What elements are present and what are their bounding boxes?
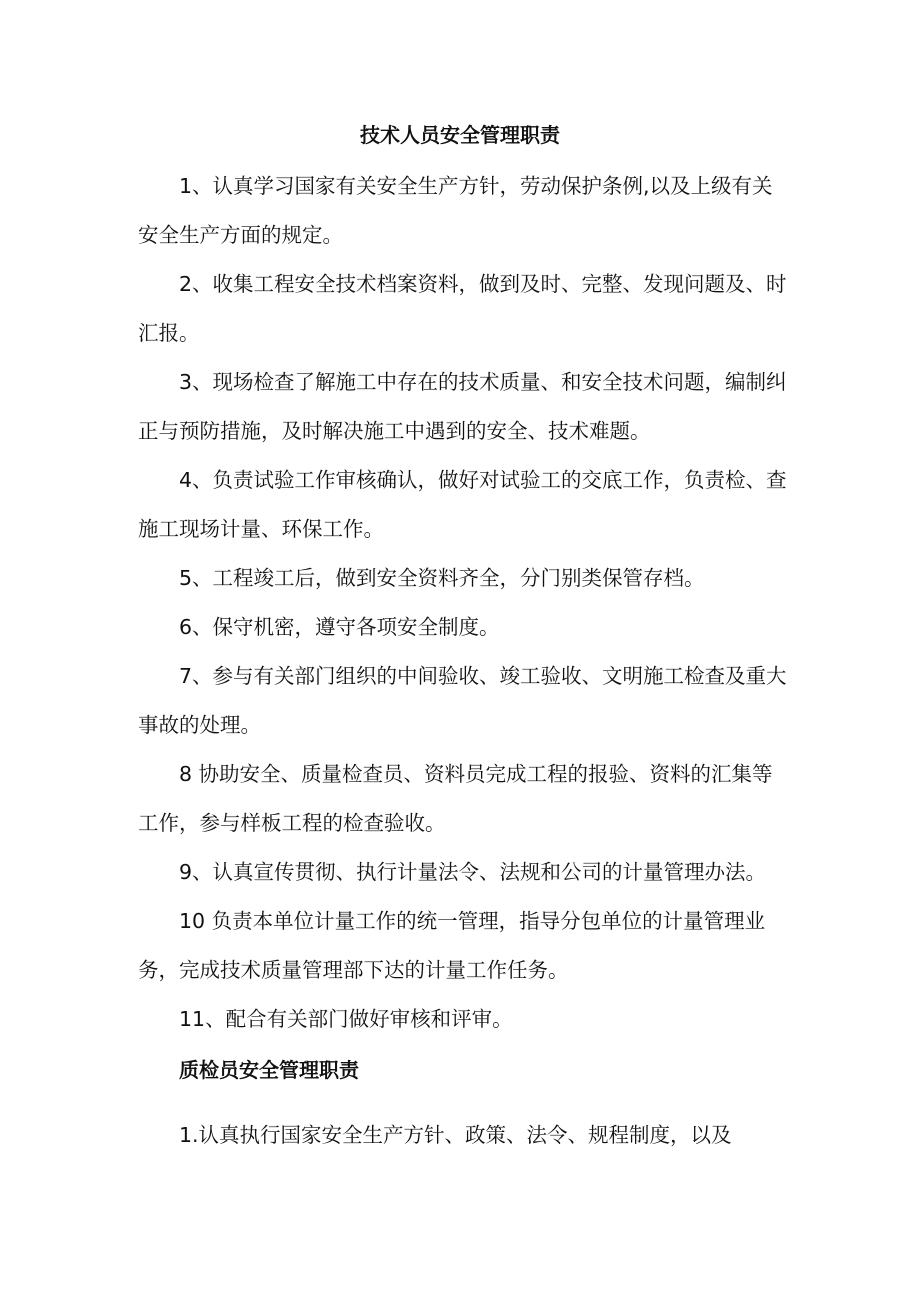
paragraph-6: 6、保守机密，遵守各项安全制度。 [179,615,500,639]
paragraph-7: 7、参与有关部门组织的中间验收、竣工验收、文明施工检查及重大事故的处理。 [138,664,787,737]
document-body [138,162,790,1160]
paragraph-2: 2、收集工程安全技术档案资料，做到及时、完整、发现问题及、时汇报。 [138,272,787,345]
paragraph-11: 11、配合有关部门做好审核和评审。 [179,1007,513,1031]
paragraph-3: 3、现场检查了解施工中存在的技术质量、和安全技术问题，编制纠正与预防措施，及时解决施工中遇到的安全、技术难题。 [138,370,787,443]
document-title: 技术人员安全管理职责 [360,123,560,147]
paragraph-9: 9、认真宣传贯彻、执行计量法令、法规和公司的计量管理办法。 [179,860,767,884]
paragraph-8: 8 协助安全、质量检查员、资料员完成工程的报验、资料的汇集等工作，参与样板工程的检查验收。 [138,762,773,835]
paragraph-1: 1、认真学习国家有关安全生产方针，劳动保护条例,以及上级有关安全生产方面的规定。 [138,174,773,247]
paragraph-10: 10 负责本单位计量工作的统一管理，指导分包单位的计量管理业务，完成技术质量管理部下达的计量工作任务。 [138,909,766,982]
section-2-title: 质检员安全管理职责 [179,1058,359,1082]
paragraph-4: 4、负责试验工作审核确认，做好对试验工的交底工作，负责检、查施工现场计量、环保工作。 [138,468,787,541]
paragraph-5: 5、工程竣工后，做到安全资料齐全，分门别类保管存档。 [179,566,705,590]
section-2-paragraph-1: 1.认真执行国家安全生产方针、政策、法令、规程制度，以及 [179,1123,732,1147]
